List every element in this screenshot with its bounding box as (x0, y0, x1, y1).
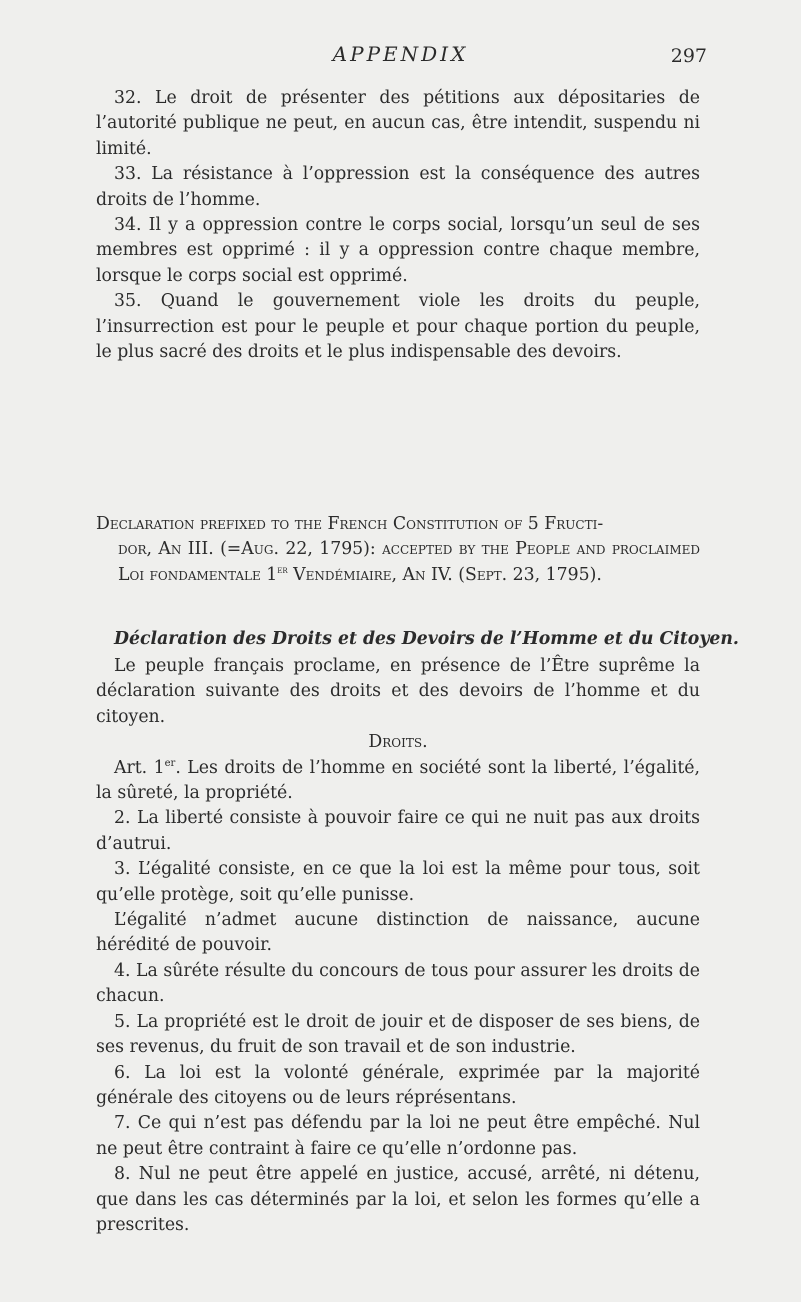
preamble-paragraph: Le peuple français proclame, en présence de l’Être suprême la déclaration suivante des droits et des devoirs de l’homme et du citoyen. (96, 656, 700, 727)
french-title: Déclaration des Droits et des Devoirs de l’Homme et du Citoyen. (114, 629, 739, 649)
article-paragraph: L’égalité n’admet aucune distinction de naissance, aucune hérédité de pouvoir. (96, 910, 700, 956)
page-header (0, 42, 801, 72)
article-1-text: . Les droits de l’homme en société sont la liberté, l’égalité, la sûreté, la propriété. (96, 757, 700, 804)
page-number: 297 (670, 45, 707, 67)
declaration-heading-rest (96, 537, 700, 588)
declaration-heading-text-b: Vendémiaire, An IV. (Sept. 23, 1795). (287, 564, 602, 585)
article-1-superscript: er (164, 757, 176, 769)
article-paragraph: 35. Quand le gouvernement viole les droits du peuple, l’insurrection est pour le peuple et pour chaque portion du peuple, le plus sacré des droits et le plus indispensable des devoirs. (96, 291, 700, 363)
declaration-heading-superscript: er (277, 565, 288, 577)
article-paragraph: 32. Le droit de présenter des pétitions aux dépositaries de l’autorité publique ne peut, en aucun cas, être intendit, suspendu ni limité. (96, 88, 700, 159)
article-paragraph: 6. La loi est la volonté générale, exprimée par la majorité générale des citoyens ou de leurs réprésentans. (96, 1062, 700, 1108)
article-paragraph: 34. Il y a oppression contre le corps social, lorsqu’un seul de ses membres est opprimé : il y a oppression contre chaque membre, lorsque le corps social est opprimé. (96, 215, 700, 286)
article-paragraph: 33. La résistance à l’oppression est la conséquence des autres droits de l’homme. (96, 164, 700, 210)
article-paragraph: 2. La liberté consiste à pouvoir faire ce qui ne nuit pas aux droits d’autrui. (96, 808, 700, 854)
declaration-heading (96, 512, 700, 588)
article-paragraph (96, 756, 700, 807)
article-paragraph: 7. Ce qui n’est pas défendu par la loi ne peut être empêché. Nul ne peut être contraint à faire ce qu’elle n’ordonne pas. (96, 1113, 700, 1159)
article-paragraph: 8. Nul ne peut être appelé en justice, accusé, arrêté, ni détenu, que dans les cas déterminés par la loi, et selon les formes qu’elle a prescrites. (96, 1164, 700, 1235)
upper-articles (96, 86, 700, 365)
article-paragraph: 4. La sûréte résulte du concours de tous pour assurer les droits de chacun. (96, 960, 700, 1007)
lower-articles (96, 654, 700, 1238)
declaration-heading-line-1: Declaration prefixed to the French Constitution of 5 Fructi- (96, 514, 604, 534)
section-title: Droits. (368, 732, 428, 753)
article-paragraph: 3. L’égalité consiste, en ce que la loi est la même pour tous, soit qu’elle protège, soit qu’elle punisse. (96, 859, 700, 905)
article-paragraph: 5. La propriété est le droit de jouir et de disposer de ses biens, de ses revenus, du fruit de son travail et de son industrie. (96, 1011, 700, 1058)
running-head: APPENDIX (332, 42, 469, 66)
declaration-heading-text-a: dor, An III. (=Aug. 22, 1795): accepted by the People and proclaimed Loi fondamentale 1 (118, 539, 700, 585)
article-1-prefix: Art. 1 (114, 757, 165, 778)
